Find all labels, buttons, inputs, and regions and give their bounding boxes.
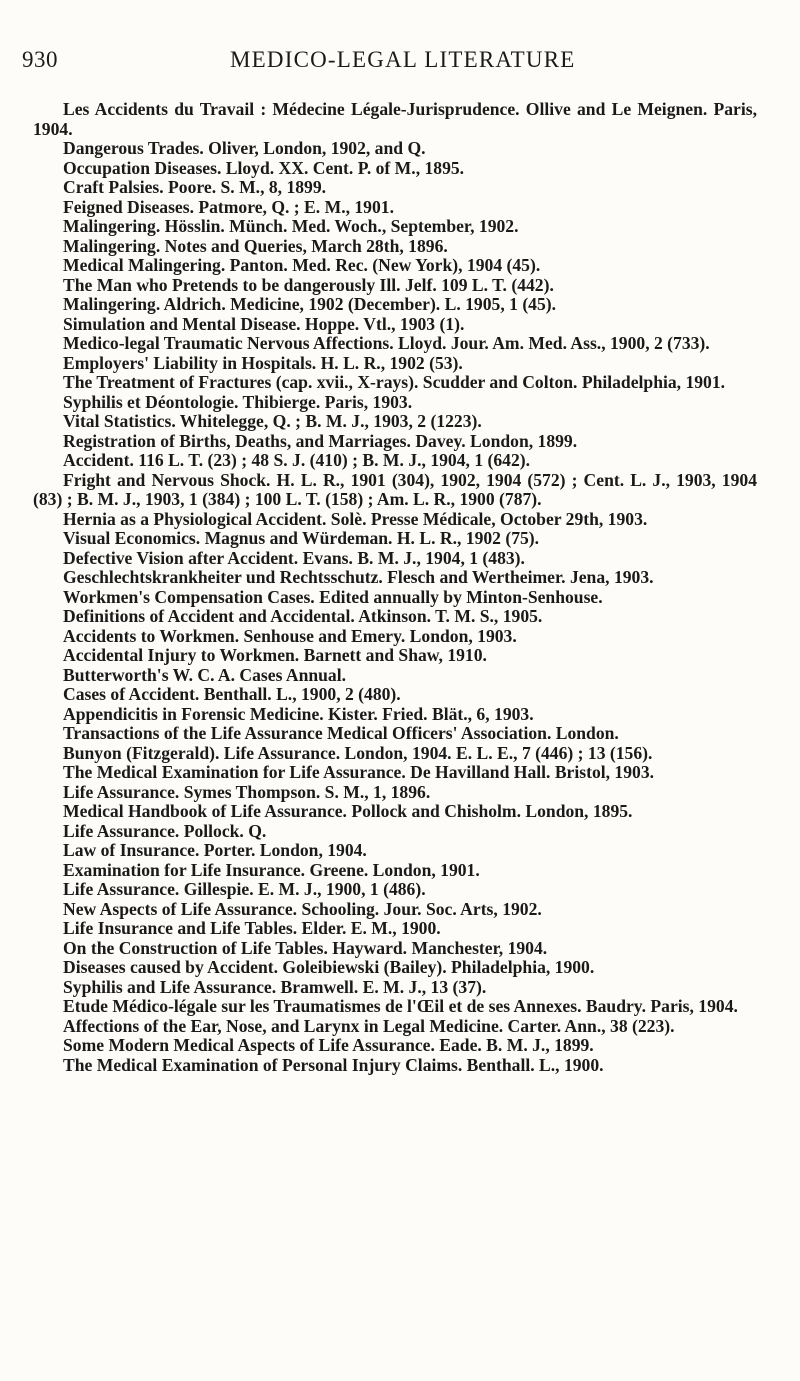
running-title: MEDICO-LEGAL LITERATURE — [230, 47, 576, 72]
bibliography-list — [33, 100, 757, 1075]
bibliography-entry: Employers' Liability in Hospitals. H. L. R., 1902 (53). — [63, 352, 463, 373]
bibliography-entry: Life Assurance. Symes Thompson. S. M., 1, 1896. — [63, 781, 431, 802]
bibliography-entry: Medical Malingering. Panton. Med. Rec. (New York), 1904 (45). — [63, 255, 541, 275]
bibliography-entry: Occupation Diseases. Lloyd. XX. Cent. P. of M., 1895. — [63, 157, 465, 178]
bibliography-entry: Malingering. Aldrich. Medicine, 1902 (December). L. 1905, 1 (45). — [63, 294, 557, 314]
bibliography-entry: Law of Insurance. Porter. London, 1904. — [63, 840, 367, 860]
bibliography-entry: Appendicitis in Forensic Medicine. Kister. Fried. Blät., 6, 1903. — [63, 703, 534, 724]
bibliography-entry: Dangerous Trades. Oliver, London, 1902, and Q. — [63, 138, 426, 158]
bibliography-entry: Transactions of the Life Assurance Medical Officers' Association. London. — [63, 723, 619, 743]
bibliography-entry: Fright and Nervous Shock. H. L. R., 1901 (304), 1902, 1904 (572) ; Cent. L. J., 1903, 1904 (83) ; B. M. J., 1903, 1 (384) ; 100 L. T. (158) ; Am. L. R., 1900 (787). — [33, 469, 757, 509]
bibliography-entry: On the Construction of Life Tables. Hayward. Manchester, 1904. — [63, 937, 548, 958]
bibliography-entry: Syphilis and Life Assurance. Bramwell. E. M. J., 13 (37). — [63, 976, 487, 997]
bibliography-entry: Feigned Diseases. Patmore, Q. ; E. M., 1901. — [63, 196, 394, 217]
bibliography-entry: Accidental Injury to Workmen. Barnett and Shaw, 1910. — [63, 645, 487, 665]
bibliography-entry: The Man who Pretends to be dangerously Ill. Jelf. 109 L. T. (442). — [63, 274, 554, 295]
bibliography-entry: Etude Médico-légale sur les Traumatismes de l'Œil et de ses Annexes. Baudry. Paris, 1904. — [63, 996, 738, 1016]
bibliography-entry: Accident. 116 L. T. (23) ; 48 S. J. (410) ; B. M. J., 1904, 1 (642). — [63, 450, 531, 470]
bibliography-entry: Malingering. Notes and Queries, March 28th, 1896. — [63, 235, 448, 256]
bibliography-entry: Geschlechtskrankheiter und Rechtsschutz. Flesch and Wertheimer. Jena, 1903. — [63, 567, 654, 587]
bibliography-entry: Life Insurance and Life Tables. Elder. E. M., 1900. — [63, 918, 441, 938]
bibliography-entry: Bunyon (Fitzgerald). Life Assurance. London, 1904. E. L. E., 7 (446) ; 13 (156). — [63, 742, 653, 763]
bibliography-entry: Cases of Accident. Benthall. L., 1900, 2 (480). — [63, 684, 401, 704]
bibliography-entry: The Medical Examination for Life Assurance. De Havilland Hall. Bristol, 1903. — [63, 762, 655, 782]
bibliography-entry: Accidents to Workmen. Senhouse and Emery. London, 1903. — [63, 625, 517, 646]
bibliography-entry: Registration of Births, Deaths, and Marriages. Davey. London, 1899. — [63, 430, 578, 451]
bibliography-entry: The Medical Examination of Personal Injury Claims. Benthall. L., 1900. — [63, 1054, 604, 1075]
bibliography-entry: Les Accidents du Travail : Médecine Légale-Jurisprudence. Ollive and Le Meignen. Paris, 1904. — [33, 99, 757, 139]
bibliography-entry: Affections of the Ear, Nose, and Larynx in Legal Medicine. Carter. Ann., 38 (223). — [63, 1015, 675, 1036]
bibliography-entry: Medico-legal Traumatic Nervous Affections. Lloyd. Jour. Am. Med. Ass., 1900, 2 (733). — [63, 333, 710, 353]
bibliography-entry: Life Assurance. Gillespie. E. M. J., 1900, 1 (486). — [63, 879, 426, 899]
bibliography-entry: Workmen's Compensation Cases. Edited annually by Minton-Senhouse. — [63, 586, 603, 607]
bibliography-entry: Craft Palsies. Poore. S. M., 8, 1899. — [63, 177, 327, 197]
bibliography-entry: Butterworth's W. C. A. Cases Annual. — [63, 664, 347, 685]
bibliography-entry: New Aspects of Life Assurance. Schooling. Jour. Soc. Arts, 1902. — [63, 898, 542, 919]
bibliography-entry: Life Assurance. Pollock. Q. — [63, 820, 267, 841]
bibliography-entry: Vital Statistics. Whitelegge, Q. ; B. M. J., 1903, 2 (1223). — [63, 411, 482, 431]
page-number: 930 — [22, 47, 58, 72]
bibliography-entry: Some Modern Medical Aspects of Life Assurance. Eade. B. M. J., 1899. — [63, 1035, 594, 1055]
bibliography-entry: Medical Handbook of Life Assurance. Pollock and Chisholm. London, 1895. — [63, 801, 633, 821]
bibliography-entry: Malingering. Hösslin. Münch. Med. Woch., September, 1902. — [63, 216, 519, 236]
bibliography-entry: Simulation and Mental Disease. Hoppe. Vtl., 1903 (1). — [63, 313, 465, 334]
page-header — [22, 47, 762, 77]
bibliography-entry: Examination for Life Insurance. Greene. London, 1901. — [63, 859, 480, 880]
bibliography-entry: Defective Vision after Accident. Evans. B. M. J., 1904, 1 (483). — [63, 547, 525, 568]
bibliography-entry: Syphilis et Déontologie. Thibierge. Paris, 1903. — [63, 391, 413, 412]
bibliography-entry: Definitions of Accident and Accidental. Atkinson. T. M. S., 1905. — [63, 606, 543, 626]
bibliography-entry: Diseases caused by Accident. Goleibiewski (Bailey). Philadelphia, 1900. — [63, 957, 595, 977]
bibliography-entry: Visual Economics. Magnus and Würdeman. H. L. R., 1902 (75). — [63, 528, 540, 548]
bibliography-entry: The Treatment of Fractures (cap. xvii., X-rays). Scudder and Colton. Philadelphia, 1901. — [63, 372, 726, 392]
bibliography-entry: Hernia as a Physiological Accident. Solè. Presse Médicale, October 29th, 1903. — [63, 508, 648, 529]
